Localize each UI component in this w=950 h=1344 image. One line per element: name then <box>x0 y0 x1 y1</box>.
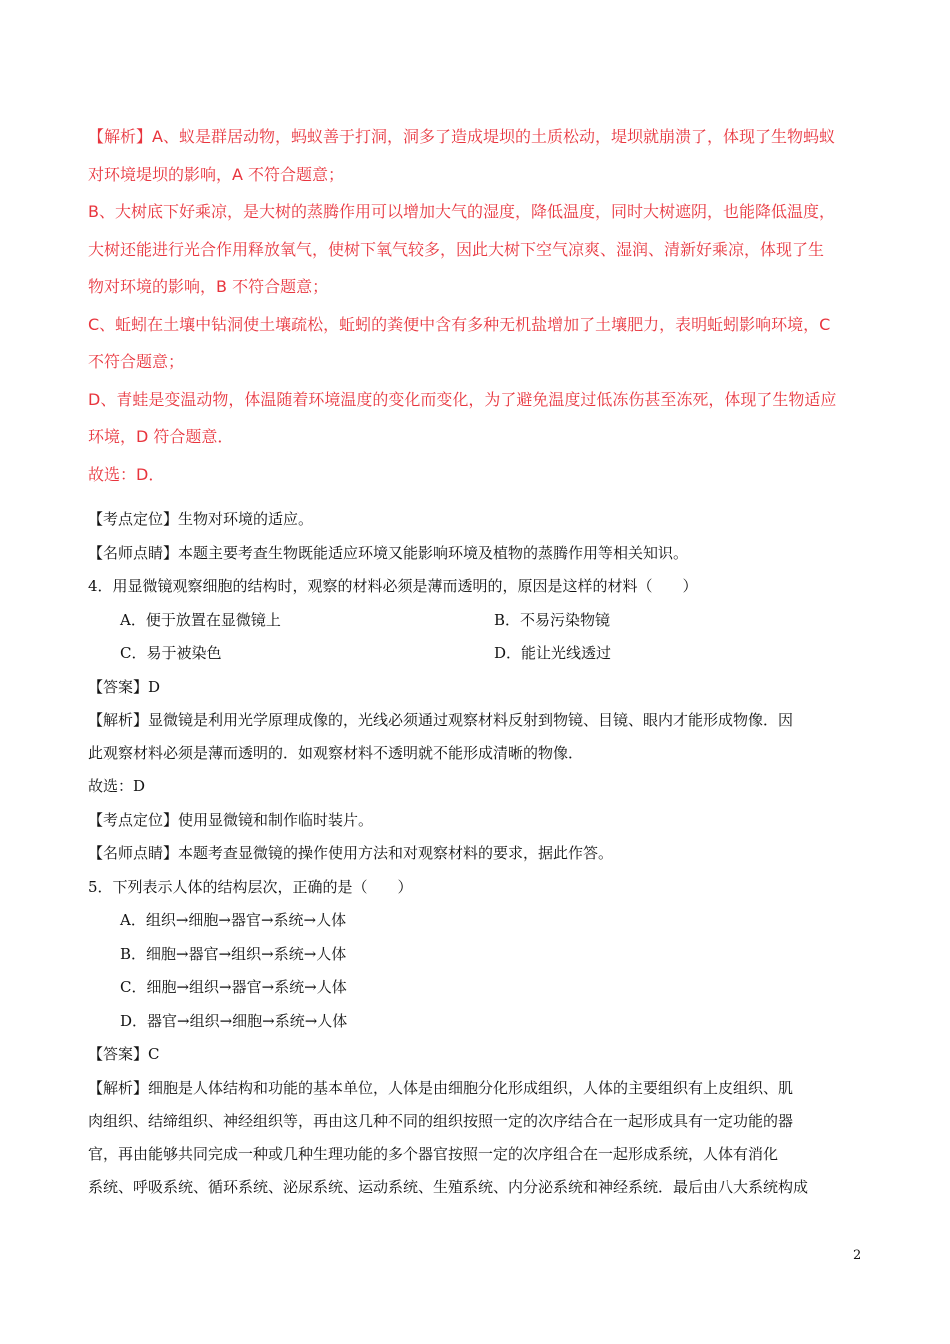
q5-analysis-line: 【解析】细胞是人体结构和功能的基本单位，人体是由细胞分化形成组织，人体的主要组织有上皮组织、肌 <box>88 1078 794 1097</box>
question-4: 4．用显微镜观察细胞的结构时，观察的材料必须是薄而透明的，原因是这样的材料（ ） <box>88 577 698 595</box>
q4-options-row-1 <box>88 604 868 638</box>
analysis-line: 对环境堤坝的影响，A 不符合题意； <box>88 164 345 184</box>
q4-option-b: B．不易污染物镜 <box>494 610 611 629</box>
q4-option-d: D．能让光线透过 <box>494 644 612 662</box>
kaodian-q4: 【考点定位】使用显微镜和制作临时装片。 <box>88 810 374 829</box>
q4-analysis-line: 此观察材料必须是薄而透明的．如观察材料不透明就不能形成清晰的物像． <box>88 744 584 762</box>
dianjing-q4: 【名师点睛】本题考查显微镜的操作使用方法和对观察材料的要求，据此作答。 <box>88 844 614 862</box>
q5-analysis-line: 官，再由能够共同完成一种或几种生理功能的多个器官按照一定的次序组合在一起形成系统，人体有消化 <box>88 1144 779 1163</box>
document-body <box>88 503 868 1204</box>
q5-analysis-line: 系统、呼吸系统、循环系统、泌尿系统、运动系统、生殖系统、内分泌系统和神经系统．最后由八大系统构成 <box>88 1177 809 1196</box>
document-page <box>88 118 868 1204</box>
q4-analysis-line: 【解析】显微镜是利用光学原理成像的，光线必须通过观察材料反射到物镜、目镜、眼内才能形成物像．因 <box>88 711 794 729</box>
kaodian-q3: 【考点定位】生物对环境的适应。 <box>88 510 314 528</box>
q4-options-row-2 <box>88 637 868 671</box>
question-5: 5．下列表示人体的结构层次，正确的是（ ） <box>88 877 413 896</box>
page-number: 2 <box>853 1248 862 1263</box>
analysis-line: D、青蛙是变温动物，体温随着环境温度的变化而变化，为了避免温度过低冻伤甚至冻死，体现了生物适应 <box>88 389 837 409</box>
q5-analysis-line: 肉组织、结缔组织、神经组织等，再由这几种不同的组织按照一定的次序结合在一起形成具有一定功能的器 <box>88 1111 794 1130</box>
analysis-line: 大树还能进行光合作用释放氧气，使树下氧气较多，因此大树下空气凉爽、湿润、清新好乘凉，体现了生 <box>88 239 825 259</box>
q5-option-c: C．细胞→组织→器官→系统→人体 <box>120 978 347 996</box>
dianjing-q3: 【名师点睛】本题主要考查生物既能适应环境又能影响环境及植物的蒸腾作用等相关知识。 <box>88 543 689 562</box>
q4-option-c: C．易于被染色 <box>120 644 222 662</box>
q4-choice: 故选：D <box>88 777 146 795</box>
previous-question-analysis <box>88 118 868 493</box>
analysis-line: 不符合题意； <box>88 352 185 371</box>
analysis-line: 故选：D． <box>88 464 165 484</box>
q5-answer: 【答案】C <box>88 1045 160 1063</box>
analysis-line: C、蚯蚓在土壤中钻洞使土壤疏松，蚯蚓的粪便中含有多种无机盐增加了土壤肥力，表明蚯蚓影响环境，C <box>88 314 831 334</box>
analysis-line: 【解析】A、蚁是群居动物，蚂蚁善于打洞，洞多了造成堤坝的土质松动，堤坝就崩溃了，体现了生物蚂蚁 <box>88 127 835 146</box>
q4-option-a: A．便于放置在显微镜上 <box>120 610 281 629</box>
q5-option-a: A．组织→细胞→器官→系统→人体 <box>120 911 347 929</box>
analysis-line: B、大树底下好乘凉，是大树的蒸腾作用可以增加大气的湿度，降低温度，同时大树遮阴，也能降低温度， <box>88 202 835 221</box>
analysis-line: 物对环境的影响，B 不符合题意； <box>88 277 329 296</box>
q5-option-b: B．细胞→器官→组织→系统→人体 <box>120 944 347 963</box>
q4-answer: 【答案】D <box>88 677 161 696</box>
analysis-line: 环境，D 符合题意． <box>88 427 234 446</box>
q5-option-d: D．器官→组织→细胞→系统→人体 <box>120 1011 348 1030</box>
